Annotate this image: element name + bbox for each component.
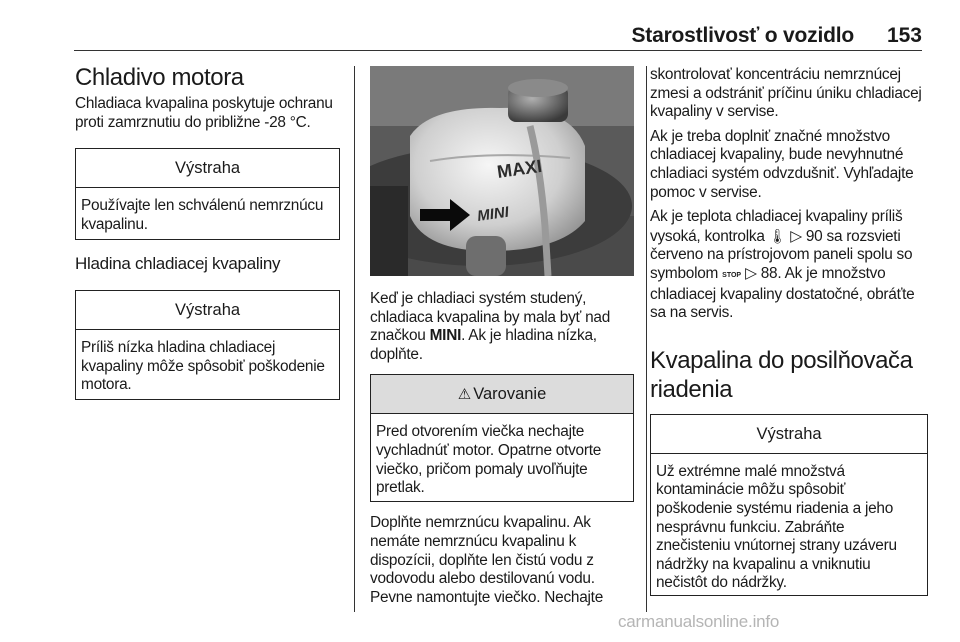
warning-text: Pred otvorením viečka nechajte vychladnúť motor. Opatrne otvorte viečko, pričom pomaly uvoľňujte pretlak. xyxy=(376,423,602,497)
subsection-title-coolant-level: Hladina chladiacej kvapaliny xyxy=(75,254,281,274)
bleed-text: Ak je treba doplniť značné množstvo chladiacej kvapaliny, bude nevyhnutné chladiaci systém odvzdušniť. Vyhľadajte pomoc v servise. xyxy=(650,127,914,201)
temperature-text: Ak je teplota chladiacej kvapaliny príliš vysoká, kontrolka 🌡 ▷ 90 sa rozsvieti červeno na prístrojovom paneli spolu so symbolom STOP ▷ 88. Ak je množstvo chladiacej kvapaliny dostatočné, obráťte sa na servis. xyxy=(650,208,915,322)
coolant-reservoir-photo xyxy=(370,66,634,276)
caution-heading: Výstraha xyxy=(76,291,339,330)
refill-text: Doplňte nemrznúcu kvapalinu. Ak nemáte nemrznúcu kvapalinu k dispozícii, doplňte len čistú vodu z vodovodu alebo destilovanú vodu. Pevne namontujte viečko. Nechajte xyxy=(370,514,604,606)
max-mark-label: MAXI xyxy=(495,155,544,182)
stop-symbol-icon: STOP xyxy=(722,271,742,279)
watermark: carmanualsonline.info xyxy=(618,612,780,631)
column-divider xyxy=(646,66,647,612)
min-mark-label: MINI xyxy=(476,203,510,225)
caution-text: Už extrémne malé množstvá kontaminácie môžu spôsobiť poškodenie systému riadenia a jeho nesprávnu funkciu. Zabráňte znečisteniu vnútornej strany uzáveru nádržky na kvapalinu a vniknutiu nečistôt do nádržky. xyxy=(656,462,897,592)
page-ref-icon: ▷ xyxy=(790,227,802,245)
caution-heading: Výstraha xyxy=(651,415,927,454)
column-1 xyxy=(75,62,340,400)
column-2 xyxy=(370,66,634,607)
section-title-coolant: Chladivo motora xyxy=(75,64,244,91)
warning-heading: ⚠ Varovanie xyxy=(371,375,633,414)
section-title-power-steering-fluid: Kvapalina do posilňovača riadenia xyxy=(650,346,913,403)
warning-box xyxy=(370,374,634,502)
warning-triangle-icon: ⚠ xyxy=(457,386,472,404)
column-3 xyxy=(650,66,928,596)
caution-box xyxy=(75,148,340,240)
caution-box xyxy=(650,414,928,596)
column-divider xyxy=(354,66,355,612)
coolant-temperature-icon: 🌡 xyxy=(768,227,787,244)
caution-text: Príliš nízka hladina chladiacej kvapaliny môže spôsobiť poškodenie motora. xyxy=(81,339,325,394)
caution-box xyxy=(75,290,340,400)
coolant-intro: Chladiaca kvapalina poskytuje ochranu proti zamrznutiu do približne -28 °C. xyxy=(75,95,333,131)
page-ref-icon: ▷ xyxy=(745,264,757,282)
caution-heading: Výstraha xyxy=(76,149,339,188)
coolant-level-text: Keď je chladiaci systém studený, chladiaca kvapalina by mala byť nad značkou MINI. Ak je hladina nízka, doplňte. xyxy=(370,290,611,363)
page-header-title: Starostlivosť o vozidlo xyxy=(631,24,854,47)
continued-text: skontrolovať koncentráciu nemrznúcej zmesi a odstrániť príčinu úniku chladiacej kvapaliny v servise. xyxy=(650,66,922,121)
page-number: 153 xyxy=(886,24,922,47)
caution-text: Používajte len schválenú nemrznúcu kvapalinu. xyxy=(81,197,324,233)
header-rule xyxy=(74,50,922,51)
